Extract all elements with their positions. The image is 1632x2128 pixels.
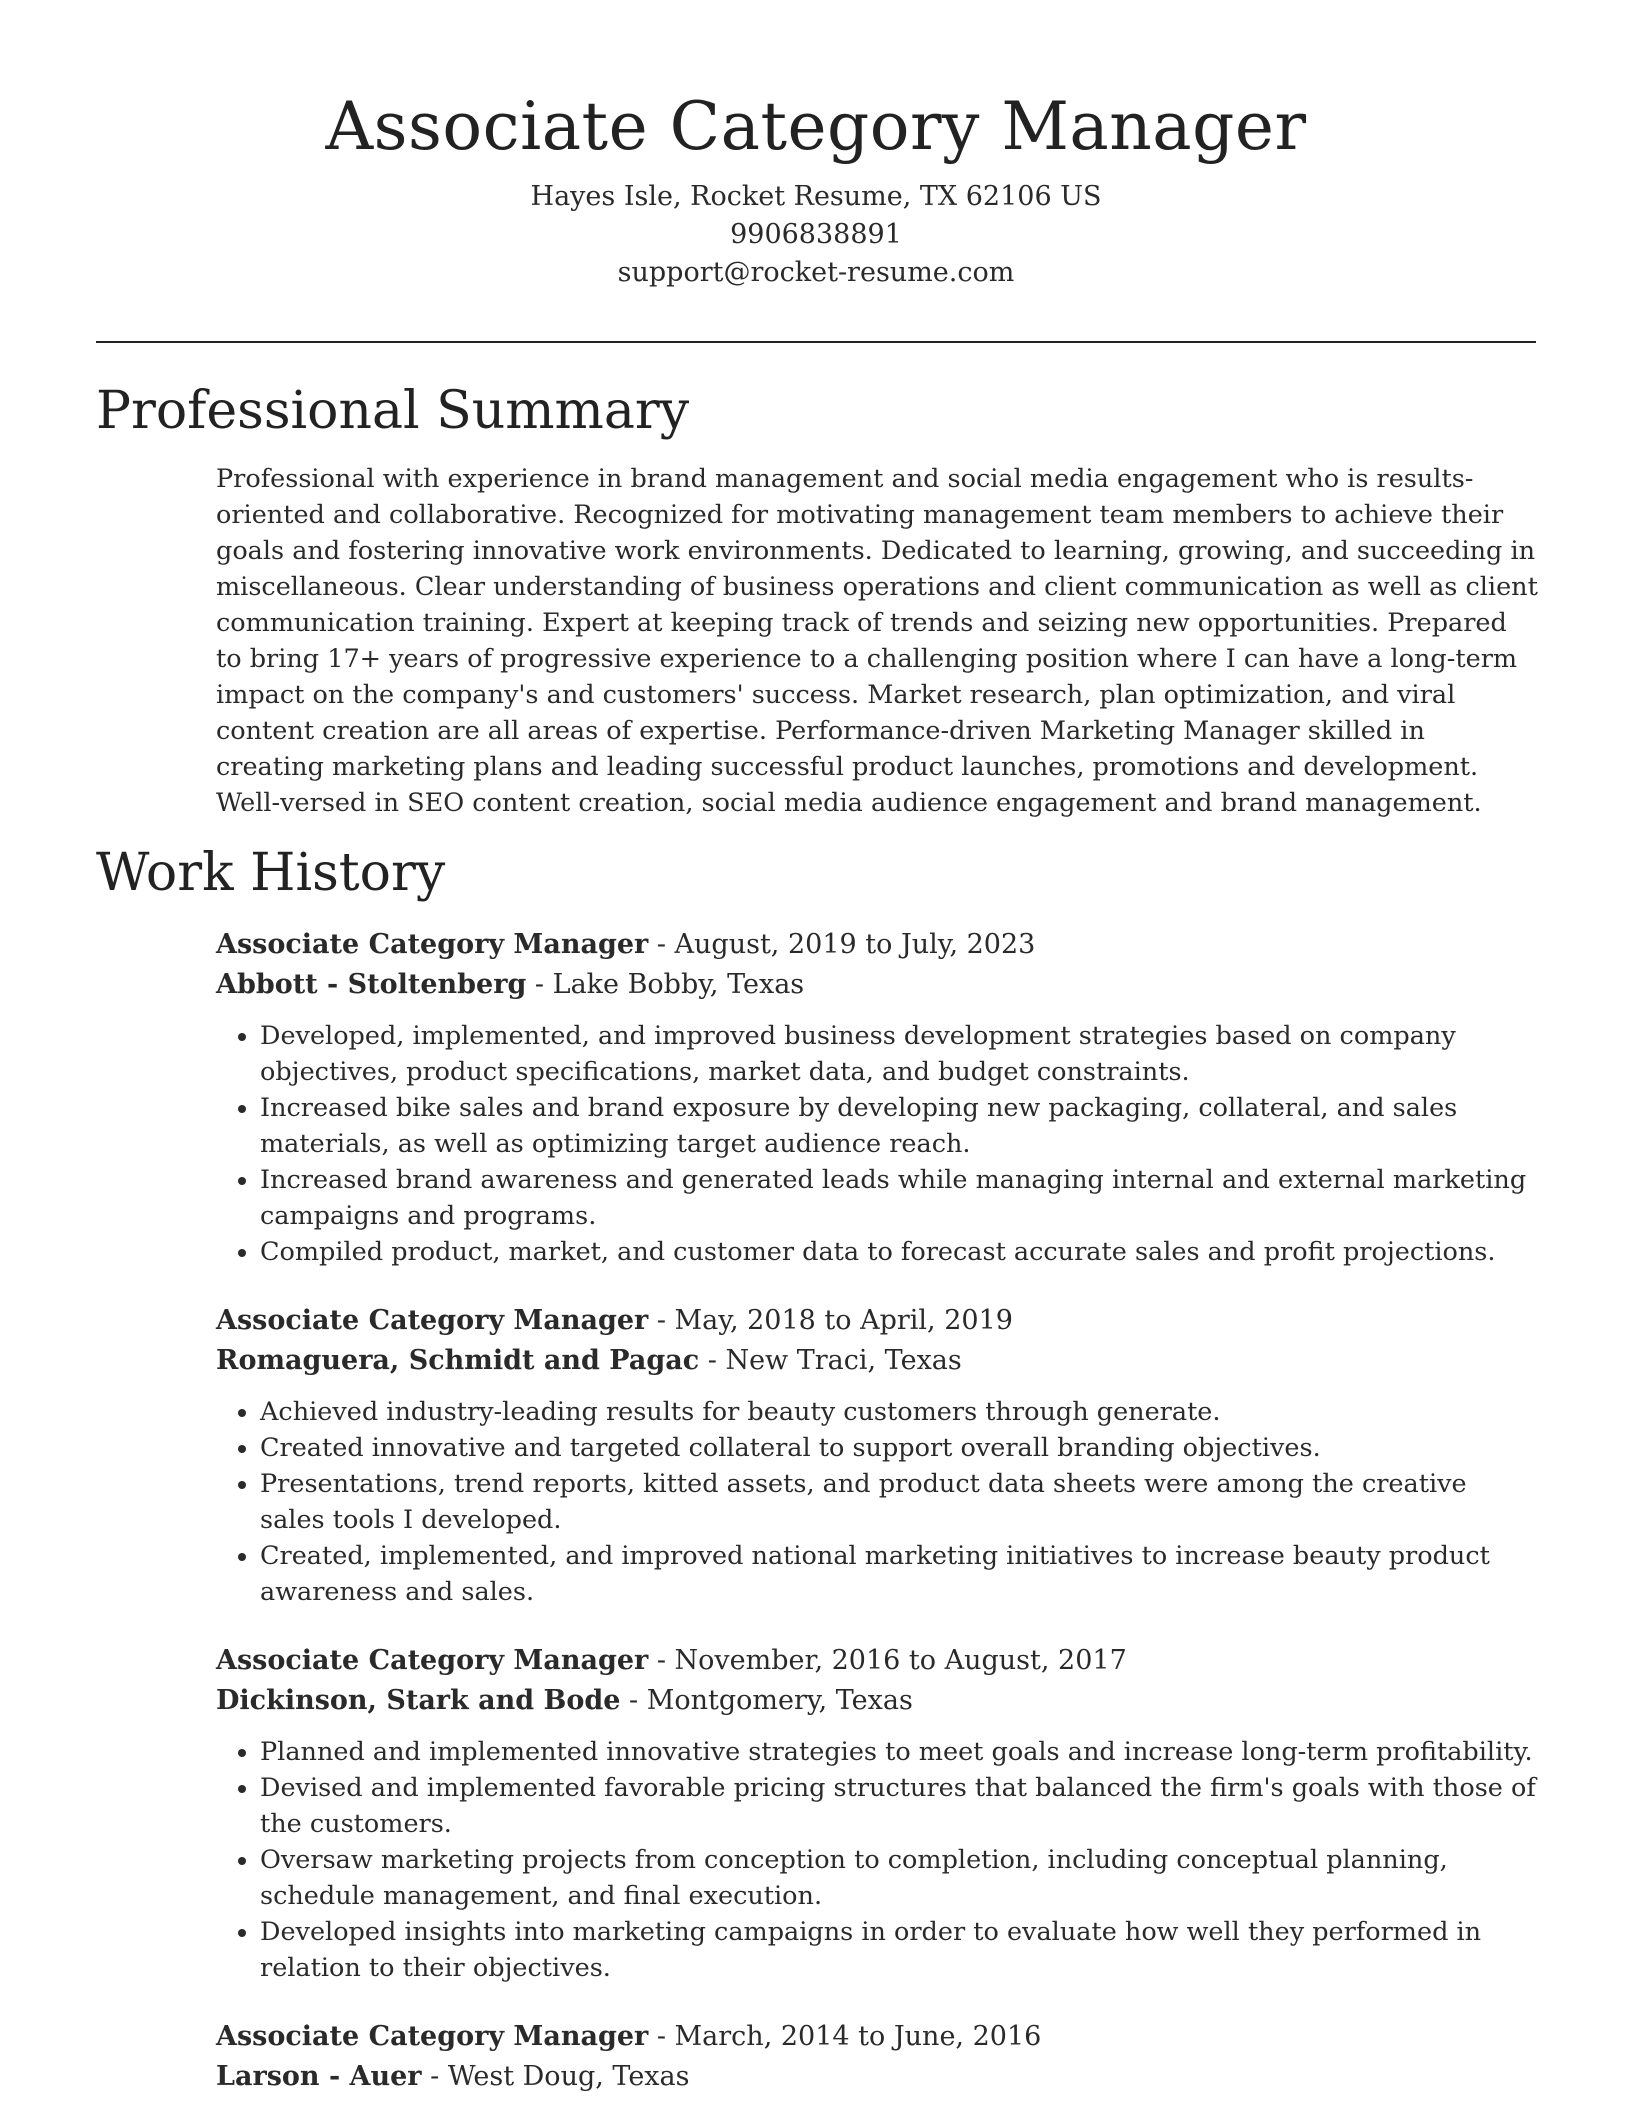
job-company-line [216, 1342, 1538, 1380]
job-dates: March, 2014 to June, 2016 [674, 2021, 1042, 2052]
job-bullets [216, 1018, 1538, 1270]
job-bullet: • Presentations, trend reports, kitted assets, and product data sheets were among the creative sales tools I developed. [260, 1466, 1538, 1538]
job-company: Dickinson, Stark and Bode [216, 1685, 621, 1716]
job-bullet: • Developed insights into marketing campaigns in order to evaluate how well they performed in relation to their objectives. [260, 1914, 1538, 1986]
header-divider [96, 341, 1536, 343]
job-separator: - [648, 929, 675, 960]
job-dates: May, 2018 to April, 2019 [674, 1305, 1013, 1336]
job-location: Lake Bobby, Texas [552, 969, 805, 1000]
job-title-line [216, 1302, 1538, 1340]
job-company: Larson - Auer [216, 2061, 422, 2092]
job-entry [216, 1302, 1538, 1610]
job-dates: November, 2016 to August, 2017 [674, 1645, 1127, 1676]
job-bullet: • Increased bike sales and brand exposure by developing new packaging, collateral, and sales materials, as well as optimizing target audience reach. [260, 1090, 1538, 1162]
job-dates: August, 2019 to July, 2023 [674, 929, 1036, 960]
summary-text: Professional with experience in brand management and social media engagement who is results-oriented and collaborative. Recognized for motivating management team members to achieve their goals and fostering innovative work environments. Dedicated to learning, growing, and succeeding in miscellaneous. Clear understanding of business operations and client communication as well as client communication training. Expert at keeping track of trends and seizing new opportunities. Prepared to bring 17+ years of progressive experience to a challenging position where I can have a long-term impact on the company's and customers' success. Market research, plan optimization, and viral content creation are all areas of expertise. Performance-driven Marketing Manager skilled in creating marketing plans and leading successful product launches, promotions and development. Well-versed in SEO content creation, social media audience engagement and brand management. [216, 464, 1538, 818]
job-title: Associate Category Manager [216, 1645, 649, 1676]
job-bullets [216, 1394, 1538, 1610]
job-title-line [216, 926, 1538, 964]
job-title-line [216, 2018, 1538, 2056]
job-bullet: • Oversaw marketing projects from conception to completion, including conceptual planning, schedule management, and final execution. [260, 1842, 1538, 1914]
job-bullet: • Increased brand awareness and generated leads while managing internal and external marketing campaigns and programs. [260, 1162, 1538, 1234]
job-separator: - [648, 2021, 675, 2052]
job-company: Romaguera, Schmidt and Pagac [216, 1345, 700, 1376]
contact-phone: 9906838891 [730, 219, 902, 250]
job-separator: - [620, 1685, 647, 1716]
resume-header [0, 0, 1632, 292]
job-separator: - [526, 969, 553, 1000]
job-separator: - [421, 2061, 448, 2092]
work-history-heading: Work History [96, 843, 446, 903]
job-bullet: • Compiled product, market, and customer data to forecast accurate sales and profit projections. [260, 1234, 1538, 1270]
job-company: Abbott - Stoltenberg [216, 969, 527, 1000]
job-title: Associate Category Manager [216, 2021, 649, 2052]
job-bullet: • Achieved industry-leading results for beauty customers through generate. [260, 1394, 1538, 1430]
resume-title: Associate Category Manager [325, 88, 1307, 165]
job-entry [216, 2018, 1538, 2096]
job-location: Montgomery, Texas [646, 1685, 913, 1716]
job-company-line [216, 2058, 1538, 2096]
job-location: New Traci, Texas [725, 1345, 962, 1376]
contact-info [0, 178, 1632, 292]
job-bullet: • Planned and implemented innovative strategies to meet goals and increase long-term profitability. [260, 1734, 1538, 1770]
job-bullet: • Developed, implemented, and improved business development strategies based on company objectives, product specifications, market data, and budget constraints. [260, 1018, 1538, 1090]
job-company-line [216, 966, 1538, 1004]
job-entry [216, 1642, 1538, 1986]
job-location: West Doug, Texas [447, 2061, 690, 2092]
job-separator: - [648, 1305, 675, 1336]
job-title: Associate Category Manager [216, 929, 649, 960]
summary-heading: Professional Summary [96, 381, 690, 441]
job-separator: - [648, 1645, 675, 1676]
job-bullet: • Devised and implemented favorable pricing structures that balanced the firm's goals with those of the customers. [260, 1770, 1538, 1842]
contact-email: support@rocket-resume.com [617, 257, 1015, 288]
contact-address: Hayes Isle, Rocket Resume, TX 62106 US [530, 181, 1102, 212]
job-company-line [216, 1682, 1538, 1720]
job-title-line [216, 1642, 1538, 1680]
work-history-list [216, 926, 1538, 2128]
job-title: Associate Category Manager [216, 1305, 649, 1336]
job-entry [216, 926, 1538, 1270]
job-bullet: • Created innovative and targeted collateral to support overall branding objectives. [260, 1430, 1538, 1466]
job-bullet: • Created, implemented, and improved national marketing initiatives to increase beauty product awareness and sales. [260, 1538, 1538, 1610]
job-bullets [216, 1734, 1538, 1986]
job-separator: - [699, 1345, 726, 1376]
